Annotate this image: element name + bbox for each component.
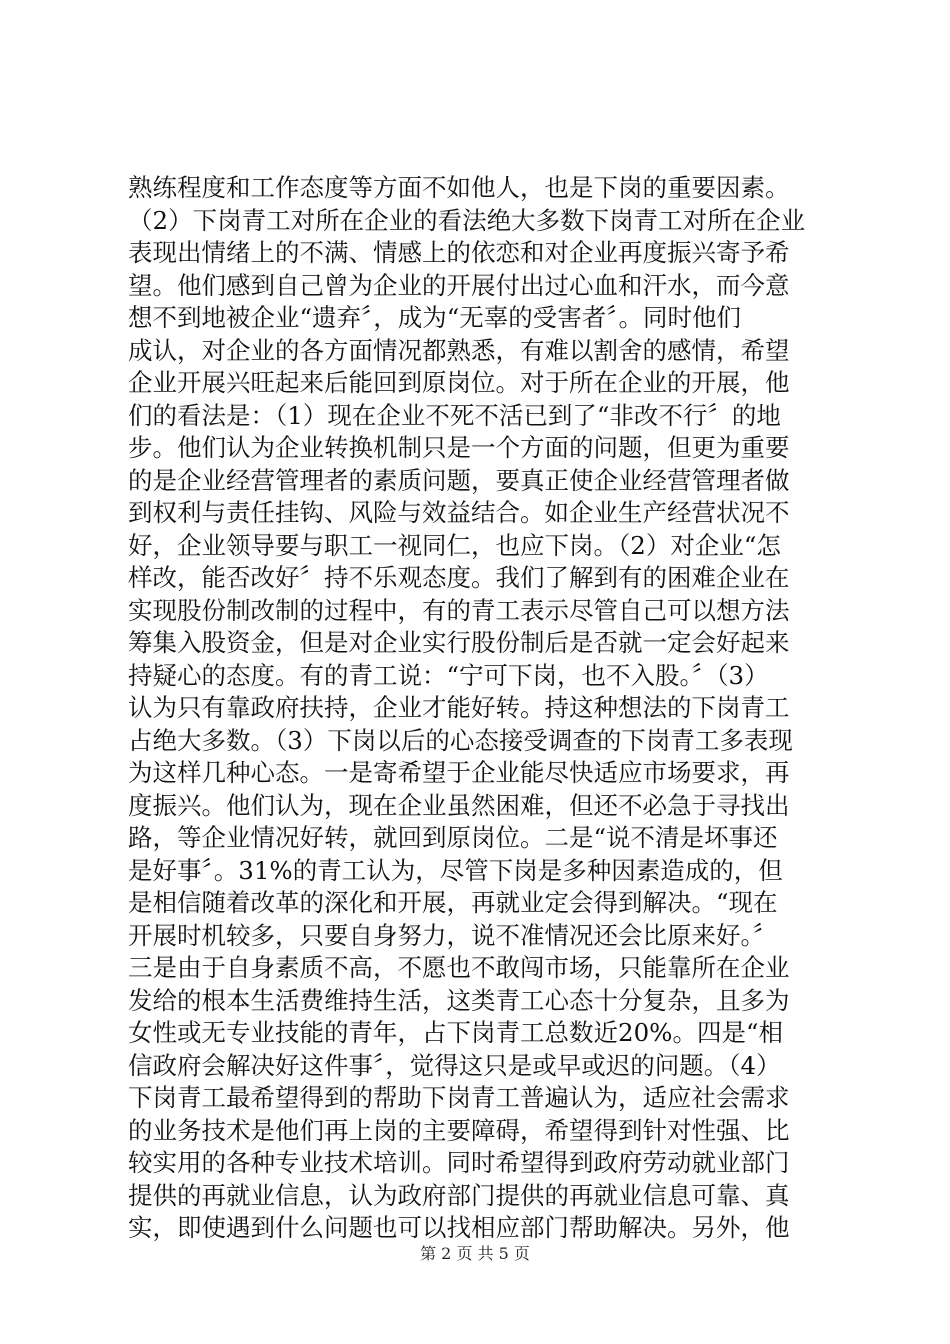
text-line: 步。他们认为企业转换机制只是一个方面的问题，但更为重要 [128, 433, 790, 462]
text-line: 路，等企业情况好转，就回到原岗位。二是“说不清是坏事还 [128, 823, 778, 852]
text-line: 持疑心的态度。有的青工说：“宁可下岗，也不入股。〞（3） [128, 660, 769, 690]
text-line: 三是由于自身素质不高，不愿也不敢闯市场，只能靠所在企业 [128, 953, 790, 982]
text-line: 好，企业领导要与职工一视同仁，也应下岗。（2）对企业“怎 [128, 530, 781, 560]
text-line: 女性或无专业技能的青年，占下岗青工总数近20%。四是“相 [128, 1018, 783, 1047]
text-line: 占绝大多数。（3）下岗以后的心态接受调查的下岗青工多表现 [128, 725, 793, 755]
text-line: 提供的再就业信息，认为政府部门提供的再就业信息可靠、真 [128, 1180, 790, 1210]
page-footer: 第 2 页 共 5 页 [420, 1244, 530, 1263]
text-line: 信政府会解决好这件事〞，觉得这只是或早或迟的问题。（4） [128, 1050, 781, 1080]
text-line: 表现出情绪上的不满、情感上的依恋和对企业再度振兴寄予希 [128, 238, 790, 267]
text-line: 筹集入股资金，但是对企业实行股份制后是否就一定会好起来 [128, 628, 790, 657]
text-line: 实，即使遇到什么问题也可以找相应部门帮助解决。另外，他 [128, 1213, 790, 1242]
text-line: （2）下岗青工对所在企业的看法绝大多数下岗青工对所在企业 [128, 205, 806, 235]
text-line: 度振兴。他们认为，现在企业虽然困难，但还不必急于寻找出 [128, 790, 790, 820]
text-line: 企业开展兴旺起来后能回到原岗位。对于所在企业的开展，他 [128, 368, 790, 397]
text-line: 下岗青工最希望得到的帮助下岗青工普遍认为，适应社会需求 [128, 1083, 790, 1112]
text-line: 的是企业经营管理者的素质问题，要真正使企业经营管理者做 [128, 465, 790, 495]
text-line: 想不到地被企业“遗弃〞，成为“无辜的受害者〞。同时他们 [128, 303, 742, 332]
text-line: 成认，对企业的各方面情况都熟悉，有难以割舍的感情，希望 [128, 335, 790, 365]
text-line: 熟练程度和工作态度等方面不如他人，也是下岗的重要因素。 [128, 173, 790, 202]
text-line: 是好事〞。31%的青工认为，尽管下岗是多种因素造成的，但 [128, 855, 783, 885]
text-line: 实现股份制改制的过程中，有的青工表示尽管自己可以想方法 [128, 595, 790, 625]
text-line: 的业务技术是他们再上岗的主要障碍，希望得到针对性强、比 [128, 1115, 790, 1145]
text-line: 发给的根本生活费维持生活，这类青工心态十分复杂，且多为 [128, 985, 790, 1015]
body-text [128, 172, 832, 1245]
text-line: 样改，能否改好〞持不乐观态度。我们了解到有的困难企业在 [128, 563, 790, 592]
text-line: 较实用的各种专业技术培训。同时希望得到政府劳动就业部门 [128, 1148, 790, 1177]
text-line: 望。他们感到自己曾为企业的开展付出过心血和汗水，而今意 [128, 270, 790, 300]
text-line: 开展时机较多，只要自身努力，说不准情况还会比原来好。〞 [128, 920, 778, 950]
text-line: 为这样几种心态。一是寄希望于企业能尽快适应市场要求，再 [128, 758, 790, 787]
text-line: 们的看法是：（1）现在企业不死不活已到了“非改不行〞的地 [128, 400, 781, 430]
text-line: 是相信随着改革的深化和开展，再就业定会得到解决。“现在 [128, 888, 778, 917]
text-line: 到权利与责任挂钩、风险与效益结合。如企业生产经营状况不 [128, 498, 790, 527]
text-line: 认为只有靠政府扶持，企业才能好转。持这种想法的下岗青工 [128, 693, 790, 722]
